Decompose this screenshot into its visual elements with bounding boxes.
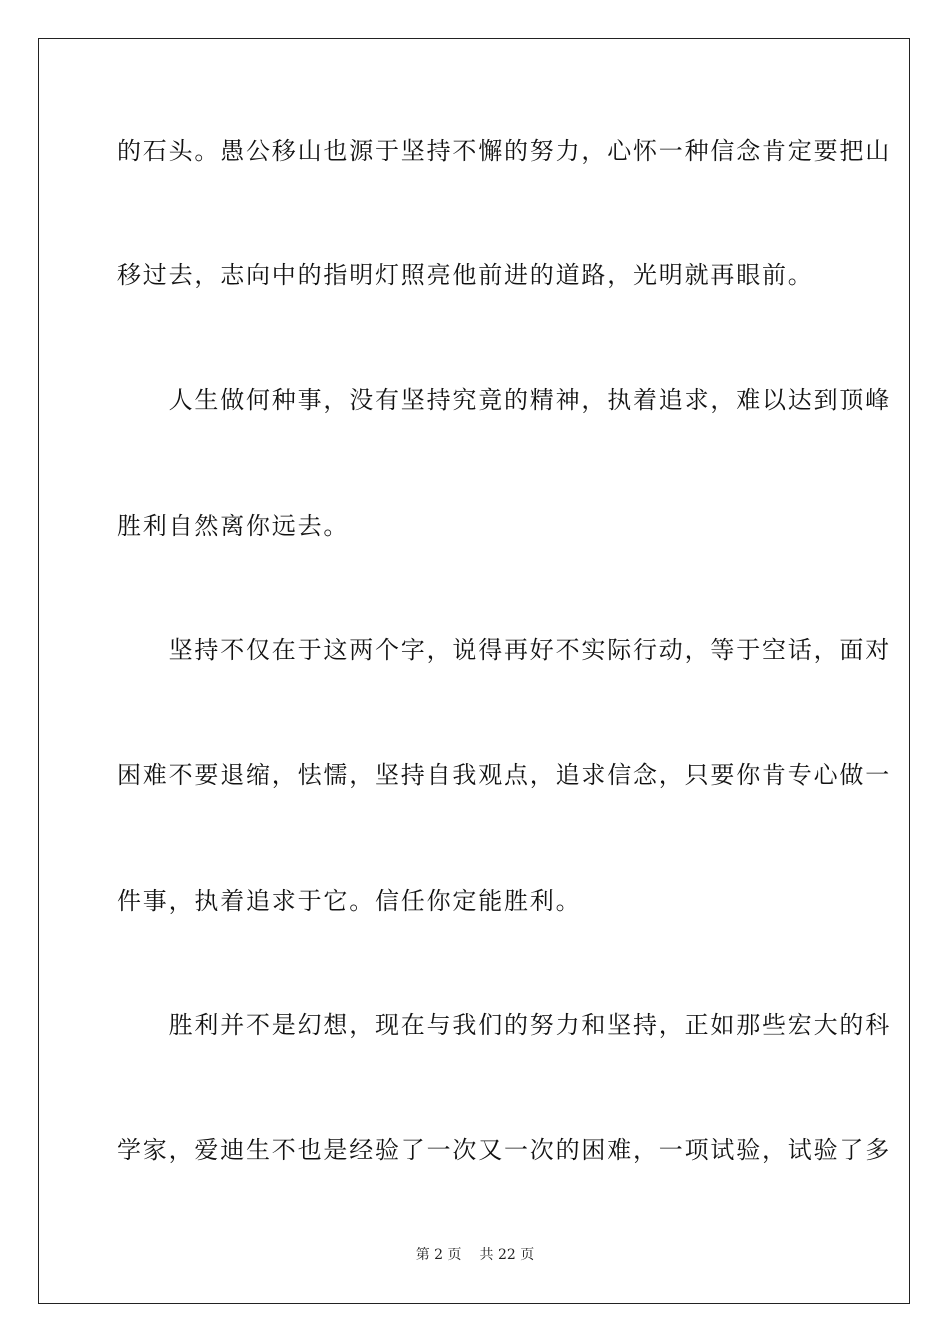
total-pages: 共 22 页	[479, 1247, 535, 1263]
text-line: 胜利并不是幻想，现在与我们的努力和坚持，正如那些宏大的科	[117, 1011, 891, 1039]
page-footer	[0, 1246, 950, 1264]
text-line: 人生做何种事，没有坚持究竟的精神，执着追求，难以达到顶峰	[117, 386, 891, 414]
text-line: 移过去，志向中的指明灯照亮他前进的道路，光明就再眼前。	[117, 261, 814, 289]
text-line: 学家，爱迪生不也是经验了一次又一次的困难，一项试验，试验了多	[117, 1136, 891, 1164]
text-line: 坚持不仅在于这两个字，说得再好不实际行动，等于空话，面对	[117, 636, 891, 664]
page-border	[38, 38, 910, 1304]
text-line: 件事，执着追求于它。信任你定能胜利。	[117, 887, 582, 915]
text-line: 的石头。愚公移山也源于坚持不懈的努力，心怀一种信念肯定要把山	[117, 137, 891, 165]
page-number: 第 2 页	[415, 1247, 462, 1263]
text-line: 困难不要退缩，怯懦，坚持自我观点，追求信念，只要你肯专心做一	[117, 761, 891, 789]
text-line: 胜利自然离你远去。	[117, 512, 350, 540]
